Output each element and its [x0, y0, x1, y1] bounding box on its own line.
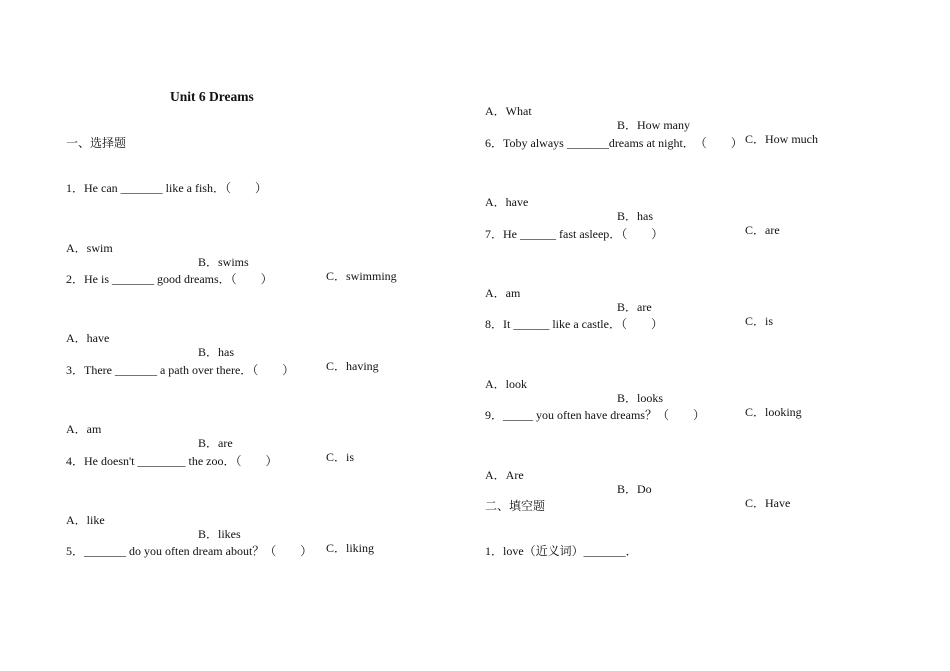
question-6-option-c[interactable]: C．are — [745, 223, 780, 237]
question-7-option-c[interactable]: C．is — [745, 314, 774, 328]
question-5-option-a[interactable]: A．What — [485, 104, 532, 118]
question-6-stem: 6．Toby always _______dreams at night． （ ） — [485, 136, 743, 150]
worksheet-title: Unit 6 Dreams — [170, 89, 254, 104]
question-1-option-c[interactable]: C．swimming — [326, 269, 397, 283]
question-3-stem: 3．There _______ a path over there．（ ） — [66, 363, 295, 377]
question-3-option-b[interactable]: B．are — [198, 436, 233, 450]
question-2-option-a[interactable]: A．have — [66, 331, 110, 345]
question-6-option-a[interactable]: A．have — [485, 195, 529, 209]
question-8-option-a[interactable]: A．look — [485, 377, 528, 391]
question-4-stem: 4．He doesn't ________ the zoo．（ ） — [66, 454, 278, 468]
question-6-option-b[interactable]: B．has — [617, 209, 654, 223]
question-4-option-b[interactable]: B．likes — [198, 527, 241, 541]
question-9-option-b[interactable]: B．Do — [617, 482, 652, 496]
question-1-option-a[interactable]: A．swim — [66, 241, 113, 255]
question-2-option-b[interactable]: B．has — [198, 345, 235, 359]
section-heading-multiple-choice: 一、选择题 — [66, 136, 127, 150]
question-5-stem: 5．_______ do you often dream about？（ ） — [66, 544, 313, 558]
question-7-option-b[interactable]: B．are — [617, 300, 652, 314]
question-5-option-c[interactable]: C．How much — [745, 132, 818, 146]
question-9-stem: 9．_____ you often have dreams？（ ） — [485, 408, 705, 422]
question-4-option-a[interactable]: A．like — [66, 513, 105, 527]
question-3-option-c[interactable]: C．is — [326, 450, 355, 464]
question-1-stem: 1．He can _______ like a fish．（ ） — [66, 181, 267, 195]
question-3-option-a[interactable]: A．am — [66, 422, 102, 436]
question-1-option-b[interactable]: B．swims — [198, 255, 249, 269]
section-heading-fill-in-blank: 二、填空题 — [485, 499, 546, 513]
question-8-option-c[interactable]: C．looking — [745, 405, 802, 419]
question-8-option-b[interactable]: B．looks — [617, 391, 664, 405]
question-9-option-a[interactable]: A．Are — [485, 468, 524, 482]
question-2-stem: 2．He is _______ good dreams．（ ） — [66, 272, 273, 286]
question-4-option-c[interactable]: C．liking — [326, 541, 375, 555]
question-7-option-a[interactable]: A．am — [485, 286, 521, 300]
question-7-stem: 7．He ______ fast asleep．（ ） — [485, 227, 664, 241]
fill-blank-question-1[interactable]: 1．love（近义词）_______． — [485, 544, 638, 558]
question-8-stem: 8．It ______ like a castle．（ ） — [485, 317, 663, 331]
question-2-option-c[interactable]: C．having — [326, 359, 379, 373]
question-5-option-b[interactable]: B．How many — [617, 118, 690, 132]
question-9-option-c[interactable]: C．Have — [745, 496, 791, 510]
